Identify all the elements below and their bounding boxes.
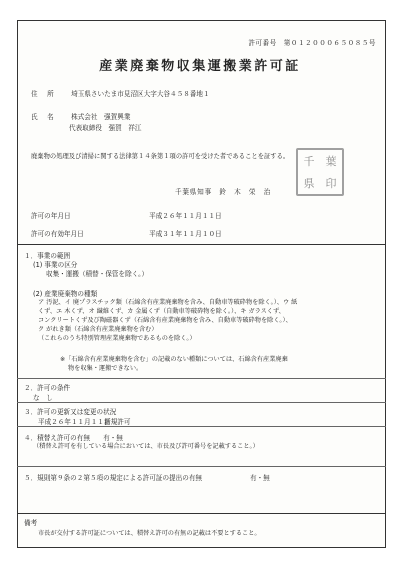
remarks-text: 市長が交付する許可証については、積替え許可の有無の記載は不要とすること。 [38,530,261,537]
waste-type-line: コンクリートくず及び陶磁器くず（石綿含有産業廃棄物を含み、自動車等破砕物を除く。）、 [38,317,292,324]
issuer-name: 千葉県知事 鈴 木 栄 治 [175,188,272,196]
issue-date-label: 許可の年月日 [31,212,71,220]
seal-char: 県 [303,176,315,190]
section2-text: な し [33,394,53,402]
section-divider [17,244,386,245]
address-value: 埼玉県さいたま市見沼区大字大谷４５８番地１ [71,90,210,98]
section-divider [17,402,386,403]
expiry-date-row [31,228,222,238]
section2-heading: ２．許可の条件 [24,384,71,392]
section-divider [17,466,386,467]
seal-char: 印 [325,176,337,190]
waste-type-line: ク がれき類（石綿含有産業廃棄物を含む） [38,326,158,333]
section1-sub1-heading: (1) 事業の区分 [33,261,78,269]
permit-sheet [17,20,386,548]
section-divider [17,426,386,427]
waste-type-line: （これらのうち特別管理産業廃棄物であるものを除く。） [38,335,196,342]
document-title: 産業廃棄物収集運搬業許可証 [99,59,301,74]
section3-date: 平成２６年１１月１１日 [38,418,111,426]
seal-char: 千 [303,154,315,168]
section1-sub1-text: 収集・運搬（積替・保管を除く。） [46,270,149,278]
representative-name: 代表取締役 强賀 祥江 [69,124,142,132]
company-name: 株式会社 强賀興業 [71,113,131,121]
note-line: ※「石綿含有産業廃棄物を含む」の記載のない種類については、石綿含有産業廃棄 [60,356,288,363]
section4-heading: ４．積替え許可の有無 有・無 [24,434,123,442]
address-label: 住 所 [31,90,56,98]
permit-number: 許可番号 第０１２０００６５０８５号 [248,39,376,47]
certification-text: 廃棄物の処理及び清掃に関する法律第１４条第１項の許可を受けた者であることを証する。 [31,153,290,160]
seal-char: 葉 [325,154,337,168]
waste-type-line: ア 汚泥、イ 廃プラスチック類（石綿含有産業廃棄物を含み、自動車等破砕物を除く。）、ウ 紙 [38,299,298,306]
section5-value: 有・無 [250,474,270,482]
section3-row [38,416,130,426]
expiry-date-value: 平成３１年１１月１０日 [149,230,222,238]
name-row [31,111,130,121]
section1-heading: １．事業の範囲 [24,252,71,260]
note-line: 物を収集・運搬できない。 [68,365,143,372]
section5-heading: ５．規則第９条の２第５項の規定による許可証の提出の有無 [24,474,203,482]
name-label: 氏 名 [31,113,56,121]
official-seal [296,148,344,196]
address-row [31,88,210,98]
issue-date-value: 平成２６年１１月１１日 [149,212,222,220]
section1-sub2-heading: (2) 産業廃棄物の種類 [33,290,98,298]
section3-heading: ３．許可の更新又は変更の状況 [24,408,117,416]
waste-type-line: くず、エ 木くず、オ 繊維くず、カ 金属くず（自動車等破砕物を除く。）、キ ガラスくず、 [38,308,285,315]
expiry-date-label: 許可の有効年月日 [31,230,84,238]
section4-text: （積替え許可を有している場合においては、市長及び許可番号を記載すること。） [33,443,259,450]
section3-status: 新規許可 [104,418,131,426]
section-divider [17,378,386,379]
issue-date-row [31,210,222,220]
remarks-label: 備考 [24,519,38,527]
